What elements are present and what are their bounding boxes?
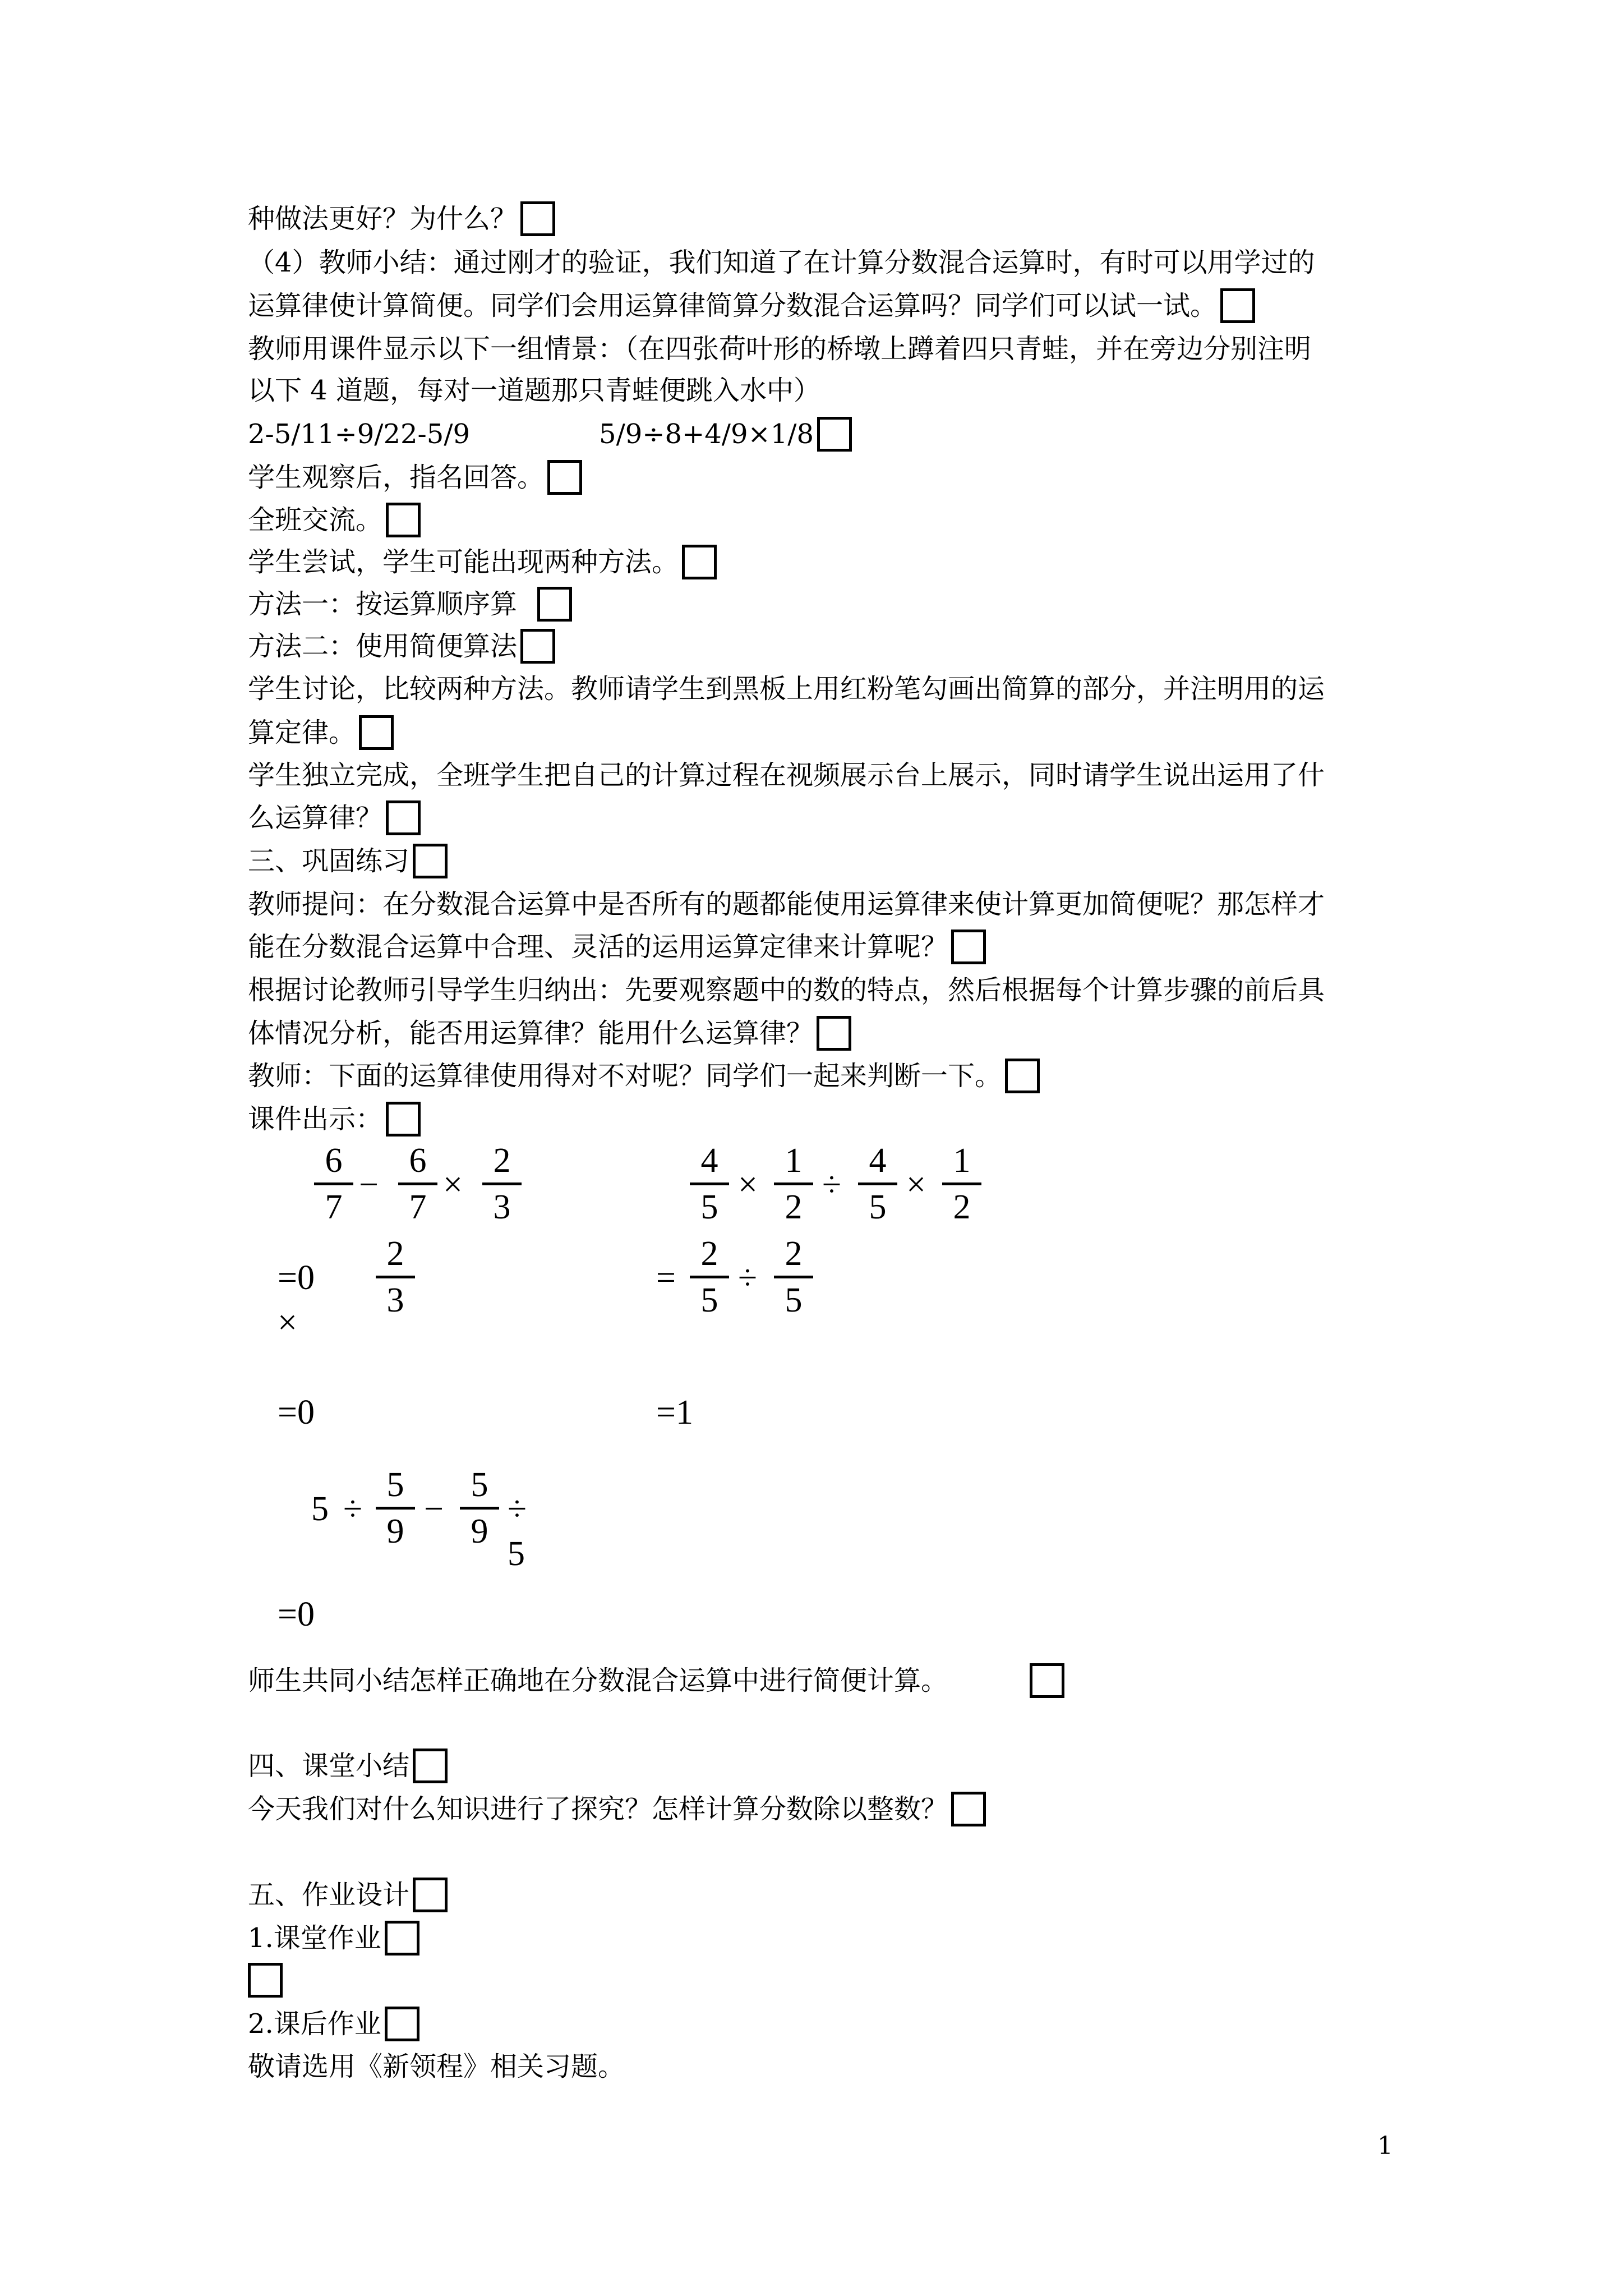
fraction: 2 5 [690, 1232, 729, 1322]
checkbox[interactable] [1220, 288, 1255, 323]
text-line: 学生独立完成，全班学生把自己的计算过程在视频展示台上展示，同时请学生说出运用了什 [248, 760, 1325, 791]
checkbox[interactable] [359, 715, 394, 750]
equation-step: =0 × [278, 1259, 315, 1342]
text-line: 教师提问：在分数混合运算中是否所有的题都能使用运算律来使计算更加简便呢？那怎样才 [248, 889, 1325, 920]
fraction: 1 2 [942, 1139, 981, 1229]
checkbox[interactable] [951, 1792, 986, 1826]
text-line: 方法二：使用简便算法 [248, 629, 555, 666]
checkbox[interactable] [386, 503, 421, 537]
text-line: （4）教师小结：通过刚才的验证，我们知道了在计算分数混合运算时，有时可以用学过的 [248, 247, 1315, 278]
fraction: 2 5 [774, 1232, 813, 1322]
fraction: 2 3 [482, 1139, 522, 1229]
text-line: 教师用课件显示以下一组情景：（在四张荷叶形的桥墩上蹲着四只青蛙，并在旁边分别注明 [248, 333, 1312, 365]
text-line: 能在分数混合运算中合理、灵活的运用运算定律来计算呢？ [248, 930, 986, 967]
times-sign: × [443, 1166, 463, 1204]
checkbox[interactable] [817, 417, 852, 452]
fraction: 6 7 [398, 1139, 437, 1229]
fraction: 6 7 [314, 1139, 353, 1229]
text-line: 敬请选用《新领程》相关习题。 [248, 2051, 625, 2082]
text-line [248, 1963, 283, 2000]
equation-result: =0 [278, 1393, 315, 1432]
text-line: 今天我们对什么知识进行了探究？怎样计算分数除以整数？ [248, 1792, 986, 1829]
checkbox[interactable] [537, 587, 572, 622]
equation-result: =0 [278, 1595, 315, 1634]
text-line: 课件出示： [248, 1102, 421, 1139]
times-sign: × [906, 1166, 926, 1204]
checkbox[interactable] [413, 844, 448, 878]
text-line: 学生观察后，指名回答。 [248, 461, 582, 497]
text-line: 么运算律？ [248, 801, 421, 838]
divide-sign: ÷ [822, 1166, 842, 1204]
fraction: 4 5 [690, 1139, 729, 1229]
minus-sign: − [359, 1166, 379, 1204]
checkbox[interactable] [1030, 1663, 1064, 1698]
checkbox[interactable] [682, 545, 717, 579]
text-line: 体情况分析，能否用运算律？能用什么运算律？ [248, 1016, 851, 1053]
section-heading: 三、巩固练习 [248, 844, 448, 881]
checkbox[interactable] [413, 1878, 448, 1912]
text-line: 1.课堂作业 [248, 1921, 419, 1958]
minus-sign: − [424, 1490, 444, 1528]
fraction: 5 9 [460, 1463, 499, 1553]
text-line: 学生尝试，学生可能出现两种方法。 [248, 545, 717, 582]
checkbox[interactable] [386, 1102, 421, 1137]
text-line: 教师：下面的运算律使用得对不对呢？同学们一起来判断一下。 [248, 1059, 1040, 1096]
divide-sign: ÷ [738, 1259, 758, 1297]
text-line: 运算律使计算简便。同学们会用运算律简算分数混合运算吗？同学们可以试一试。 [248, 289, 1255, 325]
text-line: 学生讨论，比较两种方法。教师请学生到黑板上用红粉笔勾画出简算的部分，并注明用的运 [248, 673, 1325, 705]
text-line: 师生共同小结怎样正确地在分数混合运算中进行简便计算。 [248, 1664, 1064, 1700]
checkbox[interactable] [413, 1749, 448, 1783]
text-line: 2-5/11÷9/22-5/9 5/9÷8+4/9×1/8 [248, 417, 852, 454]
checkbox[interactable] [385, 2007, 419, 2041]
section-heading: 四、课堂小结 [248, 1749, 448, 1786]
checkbox[interactable] [817, 1016, 851, 1051]
page-number: 1 [1377, 2132, 1393, 2160]
checkbox[interactable] [385, 1921, 419, 1955]
divide-sign: ÷ [343, 1490, 363, 1528]
checkbox[interactable] [1005, 1059, 1040, 1093]
text-line: 方法一：按运算顺序算 [248, 587, 572, 624]
fraction: 5 9 [376, 1463, 415, 1553]
checkbox[interactable] [248, 1963, 283, 1998]
text-line: 算定律。 [248, 716, 394, 752]
checkbox[interactable] [520, 201, 555, 236]
text-line: 种做法更好？为什么？ [248, 202, 555, 238]
checkbox[interactable] [547, 460, 582, 495]
text-line: 2.课后作业 [248, 2007, 419, 2044]
text-line: 全班交流。 [248, 503, 421, 540]
fraction: 2 3 [376, 1232, 415, 1322]
section-heading: 五、作业设计 [248, 1878, 448, 1915]
equation-result: =1 [656, 1393, 693, 1432]
number: 5 [311, 1490, 329, 1528]
equals-sign: = [656, 1259, 676, 1297]
checkbox[interactable] [951, 930, 986, 964]
text-line: 以下 4 道题，每对一道题那只青蛙便跳入水中） [248, 375, 821, 406]
times-sign: × [738, 1166, 758, 1204]
checkbox[interactable] [520, 629, 555, 664]
checkbox[interactable] [386, 800, 421, 835]
fraction: 1 2 [774, 1139, 813, 1229]
fraction: 4 5 [858, 1139, 897, 1229]
divide-by-five: ÷ 5 [508, 1490, 527, 1573]
text-line: 根据讨论教师引导学生归纳出：先要观察题中的数的特点，然后根据每个计算步骤的前后具 [248, 974, 1325, 1006]
